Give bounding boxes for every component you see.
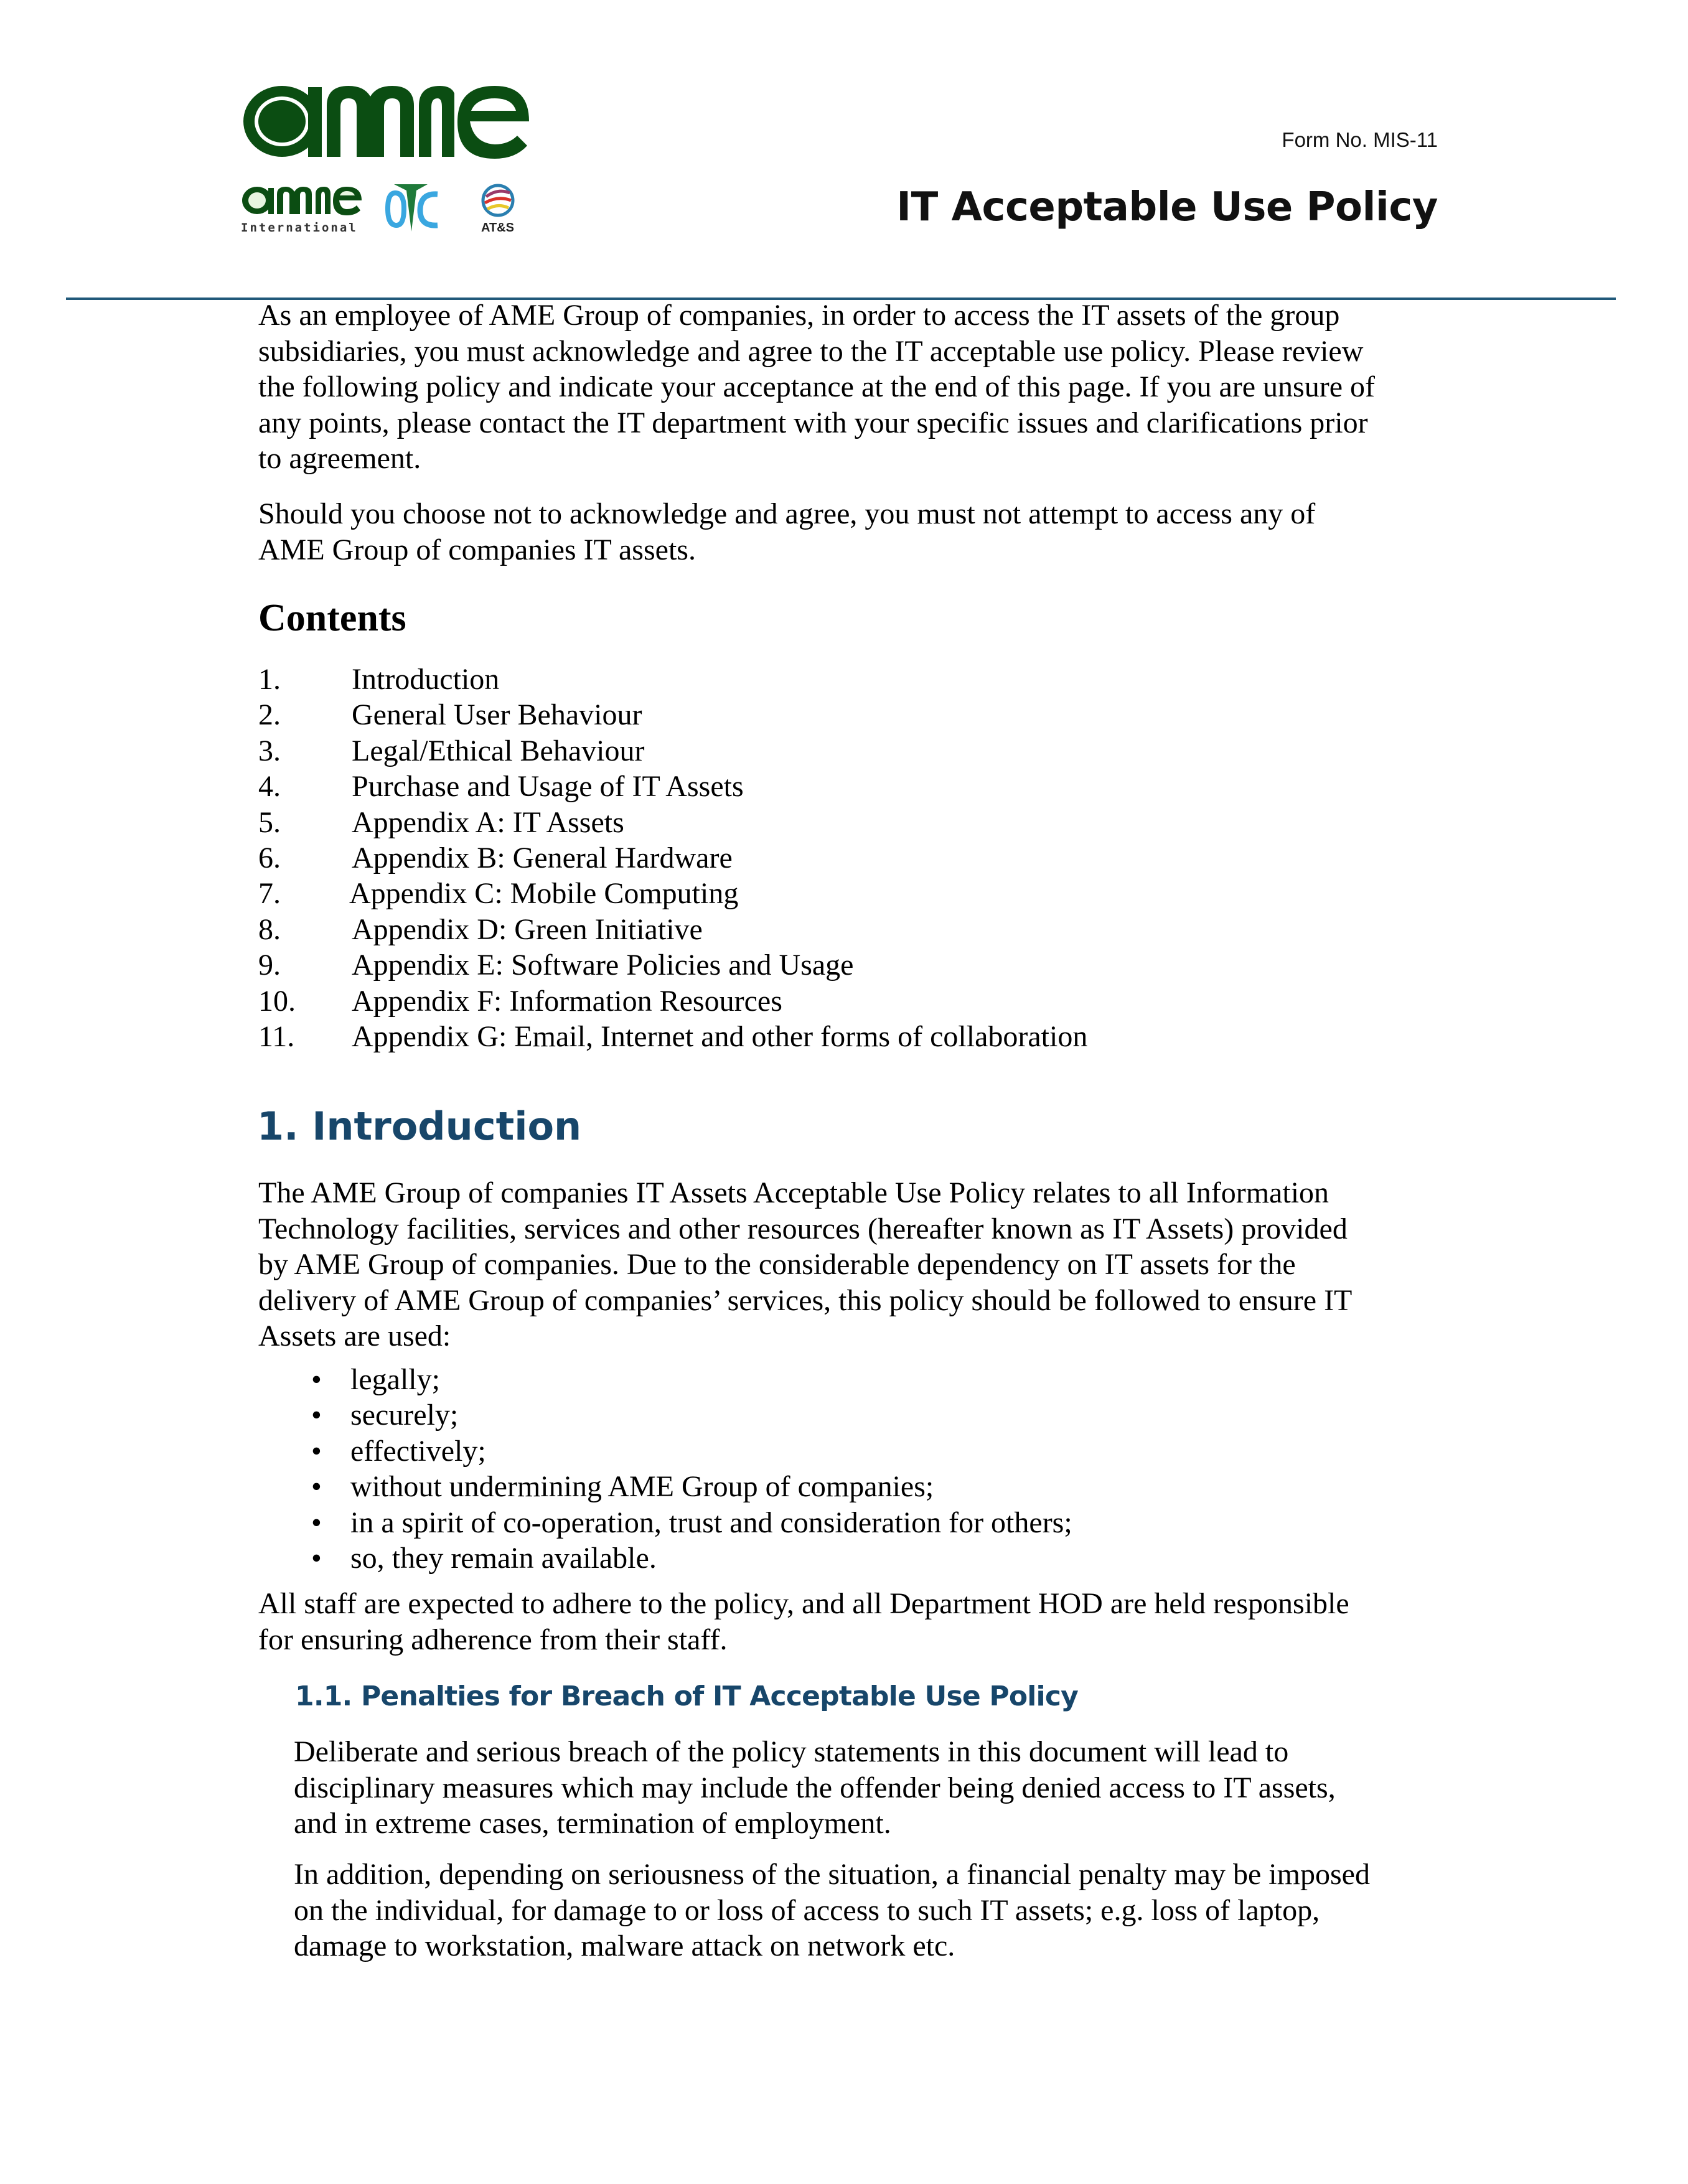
text-line: In addition, depending on seriousness of the situation, a financial penalty may be imposed [294,1858,1370,1891]
list-item-text: effectively; [350,1434,486,1468]
toc-number: 5. [258,805,281,839]
toc-number: 4. [258,770,281,804]
toc-number: 2. [258,698,281,732]
toc-number: 6. [258,841,281,874]
bullet-icon: • [311,1541,322,1575]
bullet-icon: • [311,1434,322,1468]
financial-penalty-paragraph [294,1857,1476,1964]
list-item-text: in a spirit of co-operation, trust and consideration for others; [350,1506,1072,1539]
staff-responsibility-paragraph [258,1586,1441,1657]
toc-number: 10. [258,984,296,1018]
svg-text:AT&S: AT&S [481,221,514,235]
text-line: any points, please contact the IT department with your specific issues and clarifications prior [258,406,1368,439]
text-line: subsidiaries, you must acknowledge and agree to the IT acceptable use policy. Please review [258,334,1364,368]
list-item [311,1540,1072,1576]
list-item-text: so, they remain available. [350,1541,657,1575]
bullet-icon: • [311,1470,322,1504]
text-line: As an employee of AME Group of companies, in order to access the IT assets of the group [258,299,1340,332]
company-logo [240,68,532,246]
toc-number: 8. [258,912,281,946]
text-line: All staff are expected to adhere to the policy, and all Department HOD are held responsible [258,1587,1349,1620]
list-item [311,1505,1072,1540]
text-line: The AME Group of companies IT Assets Acceptable Use Policy relates to all Information [258,1176,1329,1209]
toc-number: 11. [258,1019,295,1053]
introduction-paragraph [258,1175,1441,1354]
text-line: Assets are used: [258,1319,451,1352]
toc-label: Appendix G: Email, Internet and other forms of collaboration [352,1019,1088,1053]
text-line: on the individual, for damage to or loss of access to such IT assets; e.g. loss of laptop, [294,1893,1320,1927]
text-line: Deliberate and serious breach of the policy statements in this document will lead to [294,1735,1289,1768]
text-line: damage to workstation, malware attack on network etc. [294,1929,955,1962]
toc-label: Appendix F: Information Resources [352,984,782,1018]
toc-label: Purchase and Usage of IT Assets [352,770,744,804]
toc-number: 7. [258,877,281,911]
text-line: to agreement. [258,442,421,475]
list-item-text: without undermining AME Group of companies; [350,1470,934,1504]
section-heading-introduction: 1. Introduction [257,1104,582,1149]
svg-text:International: International [241,221,358,235]
list-item-text: securely; [350,1399,459,1432]
contents-heading: Contents [258,597,406,639]
toc-label: Appendix D: Green Initiative [352,912,703,946]
bullet-icon: • [311,1506,322,1539]
text-line: Technology facilities, services and other resources (hereafter known as IT Assets) provided [258,1212,1348,1245]
bullet-icon: • [311,1399,322,1432]
subsection-heading-penalties: 1.1. Penalties for Breach of IT Acceptable Use Policy [295,1680,1079,1712]
form-number: Form No. MIS-11 [1282,128,1438,151]
acknowledgement-paragraph [258,496,1441,568]
text-line: delivery of AME Group of companies’ services, this policy should be followed to ensure IT [258,1283,1353,1317]
toc-label: Introduction [352,663,500,696]
bullet-icon: • [311,1363,322,1396]
toc-number: 3. [258,734,281,767]
text-line: Should you choose not to acknowledge and agree, you must not attempt to access any of [258,497,1316,530]
usage-bullet-list [311,1362,1072,1576]
text-line: by AME Group of companies. Due to the considerable dependency on IT assets for the [258,1248,1296,1281]
intro-paragraph [258,298,1441,477]
list-item [311,1397,1072,1433]
toc-label: Appendix E: Software Policies and Usage [352,949,854,982]
document-title: IT Acceptable Use Policy [896,184,1438,230]
text-line: for ensuring adherence from their staff. [258,1623,728,1656]
toc-label: Legal/Ethical Behaviour [352,734,645,767]
toc-label: Appendix A: IT Assets [352,805,624,839]
penalties-paragraph [294,1734,1476,1842]
toc-number: 9. [258,949,281,982]
list-item-text: legally; [350,1363,440,1396]
toc-label: Appendix C: Mobile Computing [349,877,739,911]
list-item [311,1469,1072,1504]
text-line: the following policy and indicate your acceptance at the end of this page. If you are unsure of [258,370,1375,403]
ame-logo-icon [240,68,532,246]
text-line: and in extreme cases, termination of employment. [294,1807,891,1840]
toc-number: 1. [258,663,281,696]
toc-label: Appendix B: General Hardware [352,841,733,874]
text-line: AME Group of companies IT assets. [258,533,696,566]
list-item [311,1433,1072,1469]
list-item [311,1362,1072,1397]
text-line: disciplinary measures which may include the offender being denied access to IT assets, [294,1771,1336,1804]
toc-label: General User Behaviour [352,698,642,732]
